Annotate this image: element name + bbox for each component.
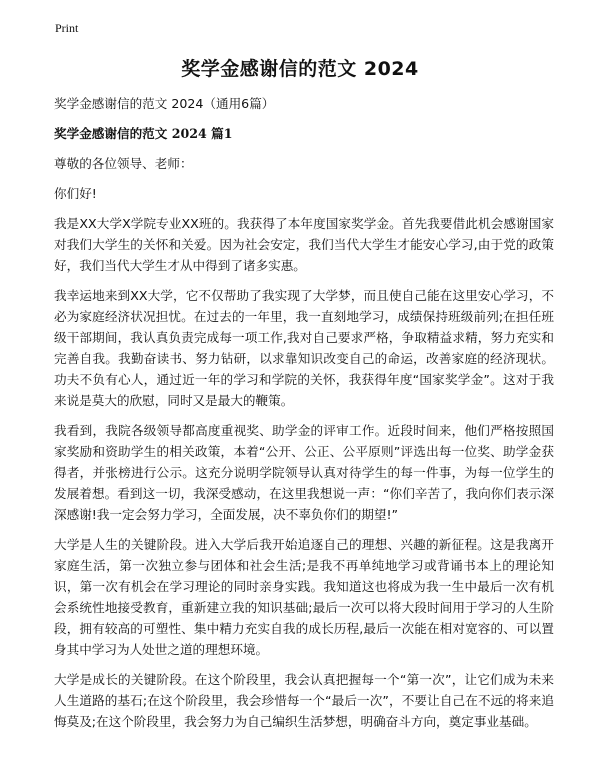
page-title: 奖学金感谢信的范文 2024 — [181, 58, 419, 80]
paragraph-3: 我看到，我院各级领导都高度重视奖、助学金的评审工作。近段时间来，他们严格按照国家奖励和资助学生的相关政策，本着“公开、公正、公平原则”评选出每一位奖、助学金获得者，并张榜进行公示。这充分说明学院领导认真对待学生的每一件事，为每一位学生的发展着想。看到这一切，我深受感动，在这里我想说一声：“你们辛苦了，我向你们表示深深感谢!我一定会努力学习，全面发展，决不辜负你们的期望!” — [54, 423, 554, 522]
document-subtitle: 奖学金感谢信的范文 2024（通用6篇） — [54, 96, 275, 111]
section-heading: 奖学金感谢信的范文 2024 篇1 — [54, 126, 233, 141]
paragraph-1: 我是XX大学X学院专业XX班的。我获得了本年度国家奖学金。首先我要借此机会感谢国家对我们大学生的关怀和关爱。因为社会安定，我们当代大学生才能安心学习,由于党的政策好，我们当代大学生才从中得到了诸多实惠。 — [54, 216, 554, 273]
paragraph-5: 大学是成长的关键阶段。在这个阶段里，我会认真把握每一个“第一次”，让它们成为未来人生道路的基石;在这个阶段里，我会珍惜每一个“最后一次”，不要让自己在不远的将来追悔莫及;在这个阶段里，我会努力为自己编织生活梦想，明确奋斗方向，奠定事业基础。 — [54, 672, 554, 729]
greeting: 你们好! — [54, 186, 97, 201]
paragraph-2: 我幸运地来到XX大学，它不仅帮助了我实现了大学梦，而且使自己能在这里安心学习，不必为家庭经济状况担忧。在过去的一年里，我一直刻地学习，成绩保持班级前列;在担任班级干部期间，我认真负责完成每一项工作,我对自己要求严格，争取精益求精，努力充实和完善自我。我勤奋读书、努力钻研，以求靠知识改变自己的命运，改善家庭的经济现状。功夫不负有心人，通过近一年的学习和学院的关怀，我获得年度“国家奖学金”。这对于我来说是莫大的欣慰，同时又是最大的鞭策。 — [54, 288, 554, 408]
salutation: 尊敬的各位领导、老师： — [54, 156, 193, 171]
document-body — [54, 93, 554, 741]
print-link[interactable]: Print — [55, 21, 79, 35]
paragraph-4: 大学是人生的关键阶段。进入大学后我开始追逐自己的理想、兴趣的新征程。这是我离开家庭生活，第一次独立参与团体和社会生活;是我不再单纯地学习或背诵书本上的理论知识，第一次有机会在学习理论的同时亲身实践。我知道这也将成为我一生中最后一次有机会系统性地接受教育，重新建立我的知识基础;最后一次可以将大段时间用于学习的人生阶段，拥有较高的可塑性、集中精力充实自我的成长历程,最后一次能在相对宽容的、可以置身其中学习为人处世之道的理想环境。 — [54, 537, 554, 657]
